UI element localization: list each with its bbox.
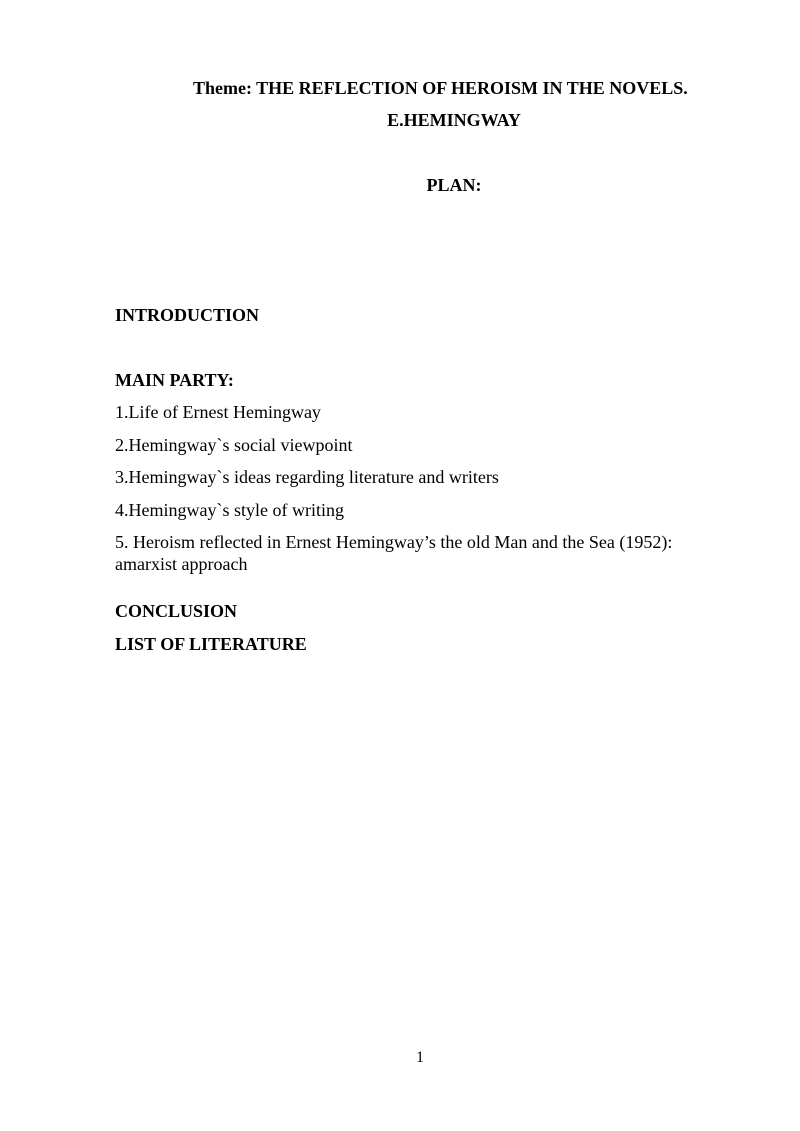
document-title: Theme: THE REFLECTION OF HEROISM IN THE NOVELS. — [193, 78, 688, 98]
list-item: 2.Hemingway`s social viewpoint — [115, 434, 353, 455]
introduction-heading: INTRODUCTION — [115, 305, 260, 325]
conclusion-heading: CONCLUSION — [115, 601, 238, 621]
list-item: 3.Hemingway`s ideas regarding literature and writers — [115, 467, 499, 487]
list-item: 1.Life of Ernest Hemingway — [115, 402, 321, 422]
list-item: 4.Hemingway`s style of writing — [115, 499, 344, 520]
document-title-author: E.HEMINGWAY — [387, 110, 521, 130]
main-party-heading: MAIN PARTY: — [115, 370, 234, 390]
list-item: 5. Heroism reflected in Ernest Hemingway’s the old Man and the Sea (1952): amarxist approach — [115, 532, 673, 574]
plan-heading: PLAN: — [426, 175, 482, 195]
plan-list — [115, 401, 715, 586]
page-number: 1 — [416, 1049, 424, 1066]
literature-heading: LIST OF LITERATURE — [115, 634, 307, 654]
